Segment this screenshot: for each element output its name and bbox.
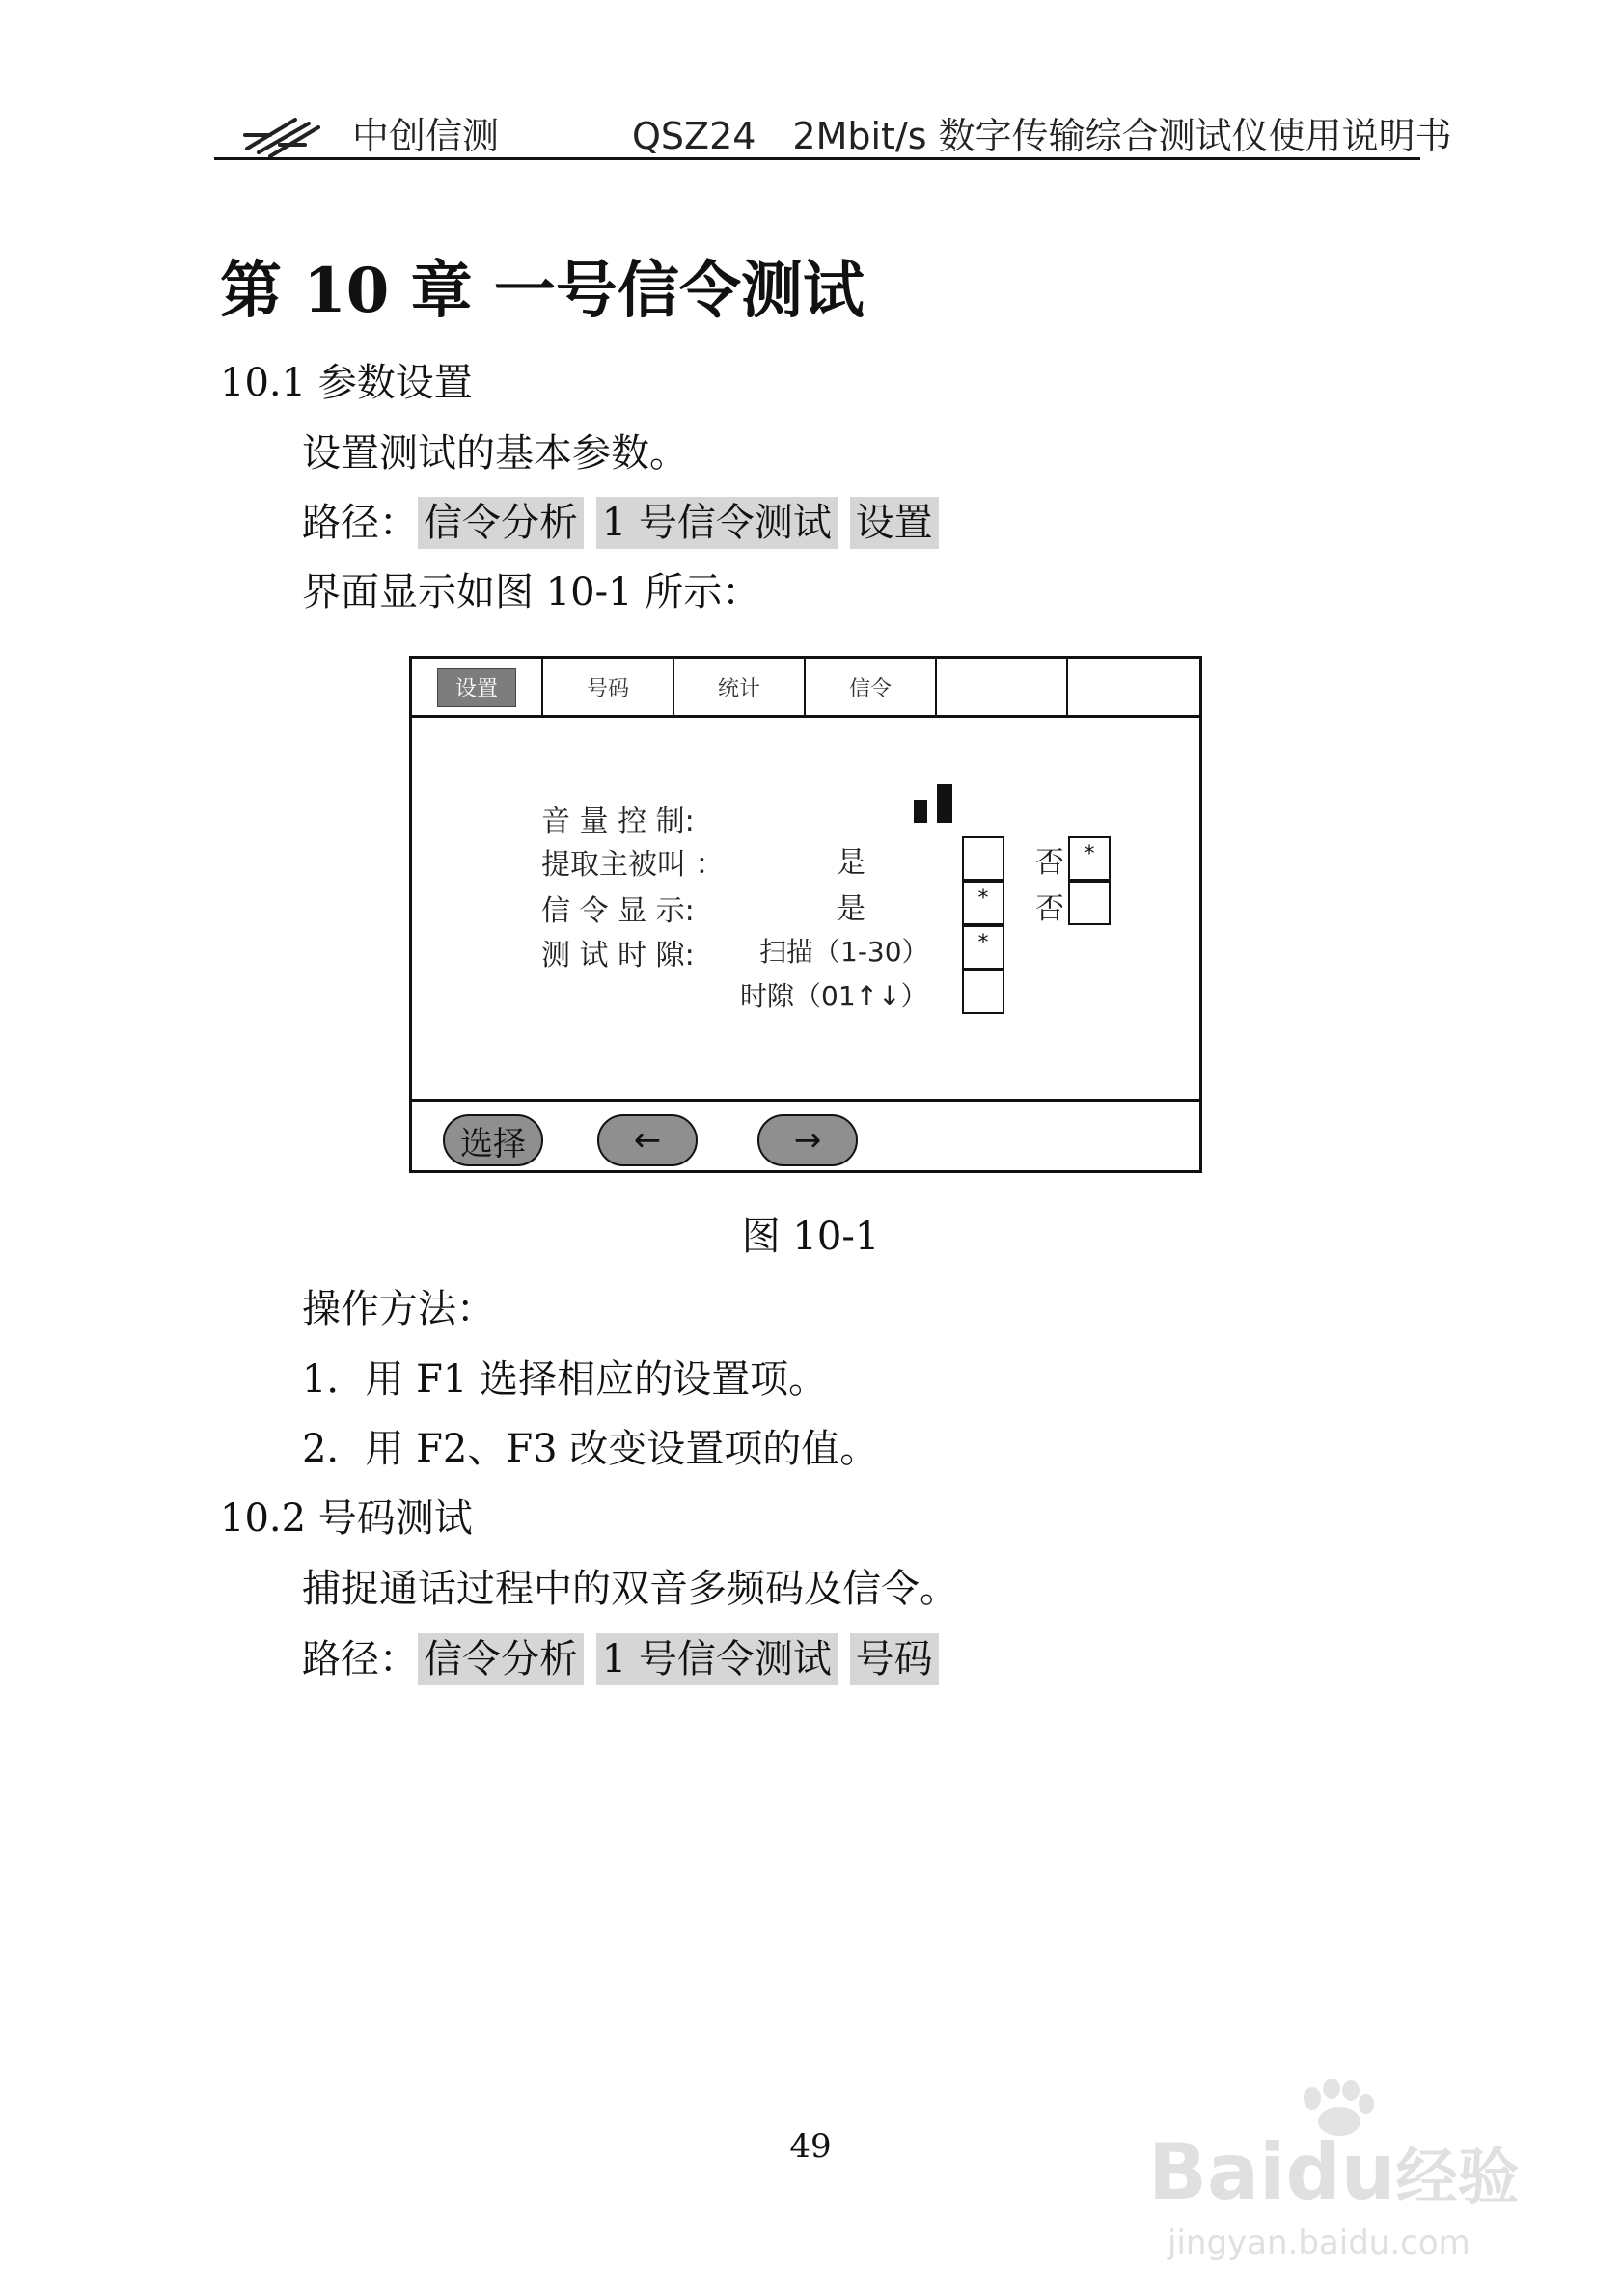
path-item-number: 号码 xyxy=(850,1633,939,1685)
extract-no-label: 否 xyxy=(1035,846,1064,880)
section-10-1-path xyxy=(302,492,939,547)
display-label: 信 令 显 示: xyxy=(541,894,695,928)
page-number: 49 xyxy=(789,2127,832,2166)
tab-number[interactable]: 号码 xyxy=(543,659,674,715)
section-10-2-path xyxy=(302,1628,939,1683)
tab-bar xyxy=(412,659,1199,718)
extract-yes-checkbox[interactable] xyxy=(962,836,1004,881)
slot-label: 测 试 时 隙: xyxy=(541,939,695,972)
volume-bar-2 xyxy=(937,784,952,823)
path-label: 路径： xyxy=(302,501,418,545)
left-arrow-button[interactable]: ← xyxy=(597,1114,698,1166)
watermark-brand: Bai xyxy=(1148,2127,1286,2217)
tab-signal[interactable]: 信令 xyxy=(806,659,937,715)
figure-10-1-screen xyxy=(409,656,1202,1173)
path-label: 路径： xyxy=(302,1637,418,1681)
extract-no-checkbox[interactable]: * xyxy=(1068,836,1111,881)
chapter-title: 第 10 章 一号信令测试 xyxy=(220,255,865,327)
path-item-signal-analysis: 信令分析 xyxy=(418,1633,584,1685)
figure-reference: 界面显示如图 10-1 所示： xyxy=(302,570,761,615)
tab-statistics[interactable]: 统计 xyxy=(674,659,806,715)
tab-settings[interactable]: 设置 xyxy=(412,659,543,715)
path-item-signal-test: 1 号信令测试 xyxy=(596,1633,838,1685)
path-item-signal-analysis: 信令分析 xyxy=(418,497,584,549)
path-item-settings: 设置 xyxy=(850,497,939,549)
header-rule xyxy=(214,157,1420,160)
right-arrow-button[interactable]: → xyxy=(757,1114,858,1166)
display-no-checkbox[interactable] xyxy=(1068,881,1111,925)
ops-title: 操作方法： xyxy=(302,1287,495,1331)
volume-bar-1 xyxy=(914,800,927,823)
watermark-url: jingyan.baidu.com xyxy=(1168,2224,1470,2262)
display-yes-label: 是 xyxy=(837,892,865,926)
section-10-1-intro: 设置测试的基本参数。 xyxy=(302,431,688,476)
tab-empty-6 xyxy=(1068,659,1199,715)
ops-step-2: 2．用 F2、F3 改变设置项的值。 xyxy=(302,1427,879,1471)
select-button[interactable]: 选择 xyxy=(443,1114,543,1166)
display-no-label: 否 xyxy=(1035,892,1064,926)
slot-select-box[interactable] xyxy=(962,970,1004,1014)
tab-empty-5 xyxy=(937,659,1068,715)
watermark-brand2: du xyxy=(1285,2127,1396,2217)
display-yes-checkbox[interactable]: * xyxy=(962,881,1004,925)
section-10-2-intro: 捕捉通话过程中的双音多频码及信令。 xyxy=(302,1567,958,1611)
figure-caption: 图 10-1 xyxy=(741,1215,880,1259)
header-company: 中创信测 xyxy=(352,115,500,157)
path-item-signal-test: 1 号信令测试 xyxy=(596,497,838,549)
extract-yes-label: 是 xyxy=(837,846,865,880)
header-doc-title: QSZ24 2Mbit/s 数字传输综合测试仪使用说明书 xyxy=(632,115,1452,157)
watermark-suffix: 经验 xyxy=(1395,2143,1520,2214)
softkey-divider xyxy=(412,1099,1199,1102)
section-10-1-title: 10.1 参数设置 xyxy=(220,361,473,405)
scan-checkbox[interactable]: * xyxy=(962,925,1004,970)
slot-select-label: 时隙（01↑↓） xyxy=(740,980,928,1012)
scan-label: 扫描（1-30） xyxy=(759,936,929,968)
extract-label: 提取主被叫 ： xyxy=(541,848,725,882)
baidu-watermark xyxy=(1148,2079,1573,2262)
ops-step-1: 1．用 F1 选择相应的设置项。 xyxy=(302,1357,828,1402)
section-10-2-title: 10.2 号码测试 xyxy=(220,1496,473,1541)
company-logo-icon xyxy=(241,106,320,158)
volume-label: 音 量 控 制: xyxy=(541,805,695,838)
volume-level-bars[interactable] xyxy=(914,784,956,823)
